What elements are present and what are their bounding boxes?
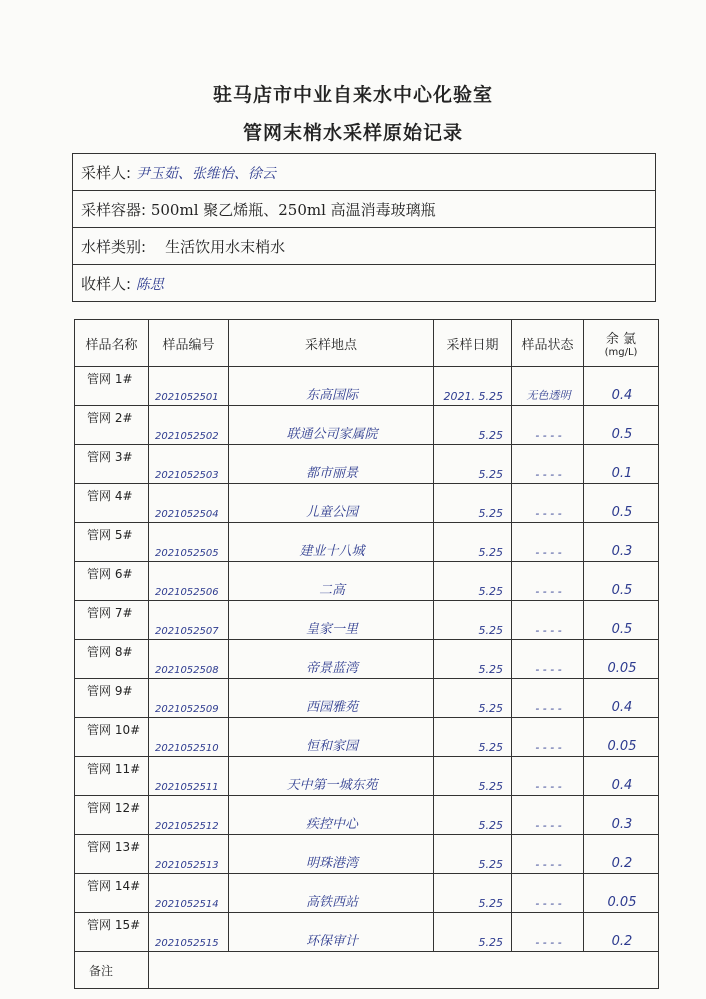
sample-status-cell: - - - - [512, 562, 584, 601]
sample-status-cell: - - - - [512, 757, 584, 796]
residual-chlorine-cell: 0.1 [584, 445, 659, 484]
sample-date-cell: 5.25 [434, 718, 512, 757]
sample-name-cell: 管网 10# [75, 718, 149, 757]
table-row [75, 367, 659, 406]
sample-code-cell: 2021052510 [149, 718, 229, 757]
residual-chlorine-cell: 0.4 [584, 367, 659, 406]
sample-status-cell: 无色透明 [512, 367, 584, 406]
sample-location-cell: 恒和家园 [229, 718, 434, 757]
table-row [75, 718, 659, 757]
sample-name-cell: 管网 7# [75, 601, 149, 640]
sample-name-cell: 管网 6# [75, 562, 149, 601]
table-row [75, 757, 659, 796]
sample-name-cell: 管网 1# [75, 367, 149, 406]
water-type-label: 水样类别: [81, 237, 147, 256]
sample-status-cell: - - - - [512, 484, 584, 523]
sample-code-cell: 2021052507 [149, 601, 229, 640]
residual-chlorine-cell: 0.4 [584, 679, 659, 718]
sample-date-cell: 5.25 [434, 406, 512, 445]
table-header-row [75, 320, 659, 367]
sample-status-cell: - - - - [512, 640, 584, 679]
header-chlorine-unit: (mg/L) [604, 347, 638, 358]
sample-date-cell: 5.25 [434, 874, 512, 913]
table-row [75, 406, 659, 445]
table-row [75, 913, 659, 952]
residual-chlorine-cell: 0.3 [584, 523, 659, 562]
sample-location-cell: 皇家一里 [229, 601, 434, 640]
sampler-label: 采样人: [81, 163, 132, 182]
sample-date-cell: 5.25 [434, 640, 512, 679]
residual-chlorine-cell: 0.3 [584, 796, 659, 835]
sample-date-cell: 5.25 [434, 679, 512, 718]
sample-code-cell: 2021052509 [149, 679, 229, 718]
sample-date-cell: 2021. 5.25 [434, 367, 512, 406]
header-chlorine-label: 余 氯 [605, 332, 637, 347]
sample-name-cell: 管网 14# [75, 874, 149, 913]
sample-status-cell: - - - - [512, 718, 584, 757]
header-chlorine [584, 320, 659, 367]
sample-location-cell: 高铁西站 [229, 874, 434, 913]
sampling-info-table [72, 153, 656, 302]
sample-location-cell: 二高 [229, 562, 434, 601]
header-sample-name: 样品名称 [75, 320, 149, 367]
sample-location-cell: 儿童公园 [229, 484, 434, 523]
sample-code-cell: 2021052501 [149, 367, 229, 406]
remark-label: 备注 [75, 952, 149, 989]
table-row [75, 523, 659, 562]
sample-date-cell: 5.25 [434, 484, 512, 523]
table-row [75, 640, 659, 679]
residual-chlorine-cell: 0.05 [584, 874, 659, 913]
sample-date-cell: 5.25 [434, 796, 512, 835]
sample-name-cell: 管网 15# [75, 913, 149, 952]
sample-location-cell: 环保审计 [229, 913, 434, 952]
sample-code-cell: 2021052503 [149, 445, 229, 484]
sample-location-cell: 建业十八城 [229, 523, 434, 562]
table-row [75, 445, 659, 484]
sample-name-cell: 管网 8# [75, 640, 149, 679]
table-row [75, 835, 659, 874]
sample-status-cell: - - - - [512, 523, 584, 562]
sample-date-cell: 5.25 [434, 835, 512, 874]
residual-chlorine-cell: 0.5 [584, 484, 659, 523]
sample-date-cell: 5.25 [434, 913, 512, 952]
sample-code-cell: 2021052512 [149, 796, 229, 835]
table-row [75, 601, 659, 640]
remark-value [149, 952, 659, 989]
sampler-row [73, 154, 656, 191]
remark-row [75, 952, 659, 989]
sample-status-cell: - - - - [512, 874, 584, 913]
header-sample-code: 样品编号 [149, 320, 229, 367]
sampler-cell [73, 154, 656, 191]
sample-name-cell: 管网 3# [75, 445, 149, 484]
residual-chlorine-cell: 0.2 [584, 835, 659, 874]
residual-chlorine-cell: 0.2 [584, 913, 659, 952]
sample-status-cell: - - - - [512, 601, 584, 640]
document-subtitle: 管网末梢水采样原始记录 [242, 122, 463, 144]
sample-location-cell: 帝景蓝湾 [229, 640, 434, 679]
sample-name-cell: 管网 12# [75, 796, 149, 835]
table-row [75, 484, 659, 523]
sample-location-cell: 明珠港湾 [229, 835, 434, 874]
sample-date-cell: 5.25 [434, 757, 512, 796]
sample-code-cell: 2021052514 [149, 874, 229, 913]
table-row [75, 679, 659, 718]
header-status: 样品状态 [512, 320, 584, 367]
sample-status-cell: - - - - [512, 796, 584, 835]
header-location: 采样地点 [229, 320, 434, 367]
sample-status-cell: - - - - [512, 913, 584, 952]
container-value: 500ml 聚乙烯瓶、250ml 高温消毒玻璃瓶 [150, 200, 436, 219]
water-type-cell [73, 228, 656, 265]
residual-chlorine-cell: 0.05 [584, 640, 659, 679]
sample-code-cell: 2021052508 [149, 640, 229, 679]
residual-chlorine-cell: 0.4 [584, 757, 659, 796]
sample-code-cell: 2021052515 [149, 913, 229, 952]
header-date: 采样日期 [434, 320, 512, 367]
table-row [75, 796, 659, 835]
sample-status-cell: - - - - [512, 445, 584, 484]
sample-code-cell: 2021052511 [149, 757, 229, 796]
sampler-value: 尹玉茹、张维怡、徐云 [135, 165, 276, 182]
sample-code-cell: 2021052504 [149, 484, 229, 523]
receiver-cell [73, 265, 656, 302]
sample-location-cell: 疾控中心 [229, 796, 434, 835]
water-type-row [73, 228, 656, 265]
residual-chlorine-cell: 0.05 [584, 718, 659, 757]
receiver-value: 陈思 [135, 276, 164, 293]
residual-chlorine-cell: 0.5 [584, 406, 659, 445]
sample-location-cell: 西园雅苑 [229, 679, 434, 718]
container-cell [73, 191, 656, 228]
sample-name-cell: 管网 5# [75, 523, 149, 562]
sample-name-cell: 管网 2# [75, 406, 149, 445]
sample-location-cell: 天中第一城东苑 [229, 757, 434, 796]
table-row [75, 562, 659, 601]
water-type-value: 生活饮用水末梢水 [165, 237, 286, 256]
container-row [73, 191, 656, 228]
sample-code-cell: 2021052502 [149, 406, 229, 445]
document-title: 驻马店市中业自来水中心化验室 [212, 84, 493, 106]
sample-code-cell: 2021052505 [149, 523, 229, 562]
sample-code-cell: 2021052506 [149, 562, 229, 601]
receiver-row [73, 265, 656, 302]
sample-date-cell: 5.25 [434, 601, 512, 640]
sample-location-cell: 联通公司家属院 [229, 406, 434, 445]
sample-name-cell: 管网 11# [75, 757, 149, 796]
sample-name-cell: 管网 4# [75, 484, 149, 523]
container-label: 采样容器: [81, 200, 147, 219]
residual-chlorine-cell: 0.5 [584, 562, 659, 601]
sample-status-cell: - - - - [512, 835, 584, 874]
sample-date-cell: 5.25 [434, 445, 512, 484]
sample-code-cell: 2021052513 [149, 835, 229, 874]
sample-location-cell: 都市丽景 [229, 445, 434, 484]
sample-date-cell: 5.25 [434, 523, 512, 562]
sample-location-cell: 东高国际 [229, 367, 434, 406]
sample-name-cell: 管网 13# [75, 835, 149, 874]
receiver-label: 收样人: [81, 274, 132, 293]
sample-name-cell: 管网 9# [75, 679, 149, 718]
residual-chlorine-cell: 0.5 [584, 601, 659, 640]
table-row [75, 874, 659, 913]
sample-record-table [74, 319, 659, 989]
sample-status-cell: - - - - [512, 679, 584, 718]
sample-date-cell: 5.25 [434, 562, 512, 601]
sample-status-cell: - - - - [512, 406, 584, 445]
